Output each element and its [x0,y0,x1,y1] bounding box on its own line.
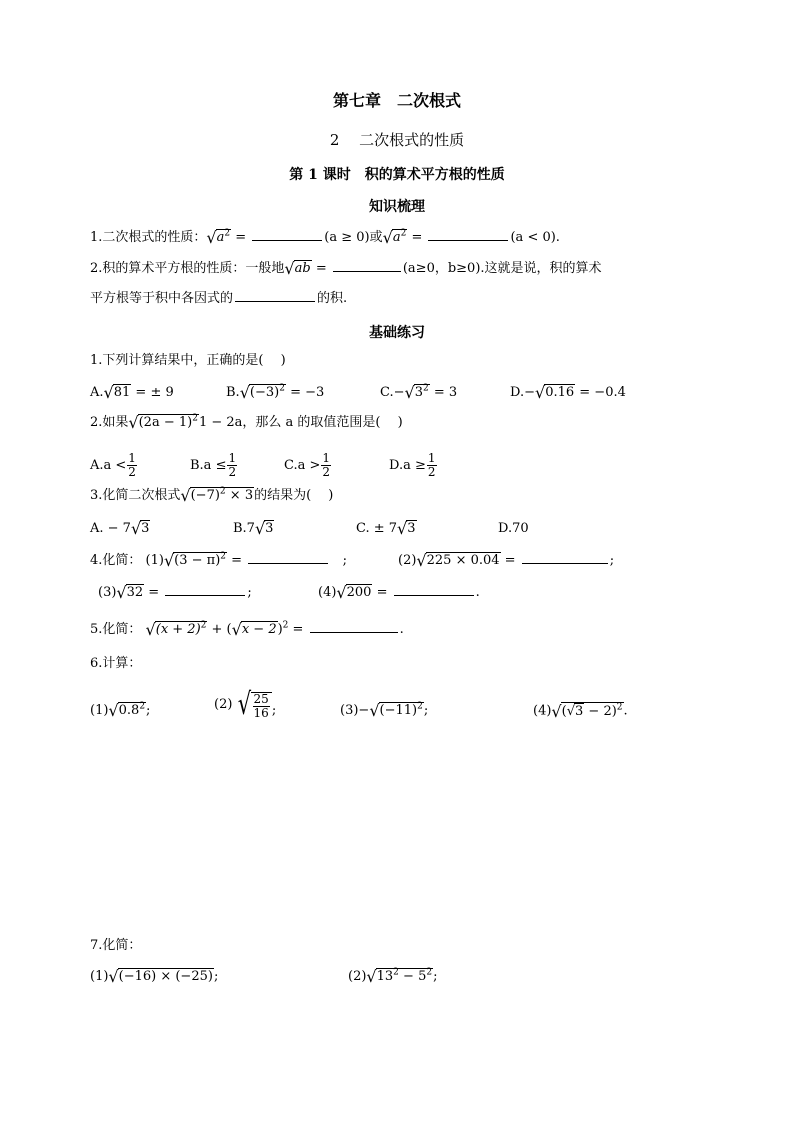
knowledge-2-lead: 2.积的算术平方根的性质：一般地 [90,261,285,276]
q7-part-1: (1) √ (−16) × (−25) ; [90,967,219,986]
q2-sqrt: √ $(2a - 1)^2$ [128,413,198,432]
q7-p1-sqrt: √ (−16) × (−25) [108,967,213,986]
q1-a-sqrt: √ 81 [103,383,131,402]
practice-heading: 基础练习 [369,325,425,341]
knowledge-2-tail: (a≥0，b≥0).这就是说，积的算术 [402,261,602,276]
knowledge-2-line2a: 平方根等于积中各因式的 [90,291,234,306]
q7-part-2: (2) √ $13^2 - 5^2$ ; [348,967,438,986]
q1-d-eq: = −0.4 [575,385,626,400]
q6-p3-sqrt: √ $(-11)^2$ [369,701,423,720]
q1-b-label: B. [226,385,240,400]
sqrt-3: √ 3 [397,519,416,538]
answer-blank-q4-1[interactable] [248,551,328,564]
q4-p4-label: (4) [318,585,337,600]
q2-stem [90,414,403,432]
knowledge-heading: 知识梳理 [369,199,425,215]
answer-blank-q4-3[interactable] [165,583,245,596]
q3-a-label: A. − 7 [90,521,131,536]
fraction-25-16: $\frac{25}{16}$ [253,692,269,720]
q6-p3-label: (3)− [340,703,370,718]
q6-stem: 6.计算： [90,656,142,671]
q3-c-label: C. ± 7 [356,521,398,536]
q7-p2-label: (2) [348,969,367,984]
q5-stem: 5.化简： [90,622,142,637]
q1-d-sqrt: √ 0.16 [534,383,575,402]
q1-option-d[interactable] [510,384,626,402]
q2-a-label: A.a < [90,458,127,473]
chapter-title: 第七章 二次根式 [332,91,461,110]
q4-p3-sqrt: √ 32 [116,583,144,602]
fraction-half: $\frac{1}{2}$ [228,451,237,479]
q7-p2-sqrt: √ $13^2 - 5^2$ [366,967,433,986]
q1-a-label: A. [90,385,104,400]
answer-blank-1[interactable] [252,228,322,241]
q4-p1-label: (1) [145,553,164,568]
answer-blank-2[interactable] [428,228,508,241]
knowledge-item-2-line2 [90,289,347,308]
q4-p3-label: (3) [98,585,117,600]
fraction-half: $\frac{1}{2}$ [322,451,331,479]
q7-stem: 7.化简： [90,938,142,953]
q5-sqrt-2: √ x − 2 [231,620,277,639]
knowledge-item-1: 1.二次根式的性质： √ $a^2$ = (a ≥ 0)或 √ $a^2$ = (a < 0). [90,228,560,247]
q6-part-4: (4) √ ( √ 3 − 2)$^2$ . [533,702,628,721]
section-title: 2 二次根式的性质 [329,131,465,149]
q6-p1-label: (1) [90,703,109,718]
q3-option-b[interactable] [233,520,274,538]
fraction-half: $\frac{1}{2}$ [427,451,436,479]
answer-blank-4[interactable] [235,289,315,302]
q2-d-label: D.a ≥ [389,458,426,473]
q1-c-label: C.− [380,385,405,400]
q5: 5.化简： √ $(x + 2)^2$ + ( √ x − 2 )$^2$ = . [90,620,404,639]
q4-part-4: (4) √ 200 = . [318,583,480,602]
sqrt-ab: √ ab [284,259,311,278]
q2-option-a[interactable] [90,452,138,479]
q2-option-c[interactable] [284,452,332,479]
q3-stem-a: 3.化简二次根式 [90,488,181,503]
lesson-title: 第 1 课时 积的算术平方根的性质 [289,167,505,183]
knowledge-2-line2b: 的积. [317,291,348,306]
q4-p2-label: (2) [398,553,417,568]
q1-c-sqrt: √ $3^2$ [404,383,429,402]
q1-option-a[interactable] [90,384,174,402]
q6-p2-label: (2) [214,697,233,712]
q1-b-sqrt: √ $(-3)^2$ [239,383,285,402]
sqrt-3: √ 3 [254,519,274,538]
q1-option-b[interactable] [226,384,324,402]
q4-p2-sqrt: √ 225 × 0.04 [416,551,500,570]
q5-sqrt-1: √ $(x + 2)^2$ [145,620,207,639]
q4-p4-sqrt: √ 200 [336,583,372,602]
sqrt-3: √ 3 [130,519,150,538]
q2-stem-a: 2.如果 [90,415,129,430]
q4-stem: 4.化简： [90,553,142,568]
q2-stem-b: 1 − 2a，那么 a 的取值范围是( ) [198,415,403,430]
q6-part-2: (2) √ $\frac{25}{16}$ ; [214,687,277,722]
q3-option-c[interactable] [356,520,417,538]
sqrt-a-squared-2: √ $a^2$ [382,228,407,247]
q2-option-b[interactable] [190,452,238,479]
q2-c-label: C.a > [284,458,321,473]
q6-p4-label: (4) [533,703,552,719]
knowledge-1-cond2: (a < 0). [510,230,560,245]
q1-c-eq: = 3 [429,385,458,400]
q2-b-label: B.a ≤ [190,458,227,473]
q3-stem-b: 的结果为( ) [254,488,334,503]
fraction-half: $\frac{1}{2}$ [128,451,136,479]
q3-option-d[interactable]: D.70 [498,521,529,536]
q3-sqrt: √ $(-7)^2 \times 3$ [180,486,254,505]
knowledge-1-cond1: (a ≥ 0)或 [324,230,383,245]
q4-p1-sqrt: √ $(3 - \pi)^2$ [163,551,227,570]
q1-b-eq: = −3 [285,385,325,400]
q1-a-eq: = ± 9 [131,385,174,400]
answer-blank-q5[interactable] [310,620,398,633]
knowledge-item-2: 2.积的算术平方根的性质：一般地 √ ab = (a≥0，b≥0).这就是说，积的算术 [90,259,602,278]
answer-blank-q4-4[interactable] [394,583,474,596]
q6-p1-sqrt: √ $0.8^2$ [108,701,146,720]
q2-option-d[interactable] [389,452,438,479]
q6-p4-inner-sqrt: √ 3 [566,704,584,719]
knowledge-1-lead: 1.二次根式的性质： [90,230,207,245]
q1-stem: 1.下列计算结果中，正确的是( ) [90,353,286,368]
sqrt-a-squared: √ $a^2$ [206,228,231,247]
q1-option-c[interactable] [380,384,457,402]
q6-part-3: (3)− √ $(-11)^2$ ; [340,701,429,720]
q3-option-a[interactable] [90,520,150,538]
q6-part-1: (1) √ $0.8^2$ ; [90,701,151,720]
q4-part-1: 4.化简： (1) √ $(3 - \pi)^2$ = ; [90,551,347,570]
q3-stem [90,487,333,505]
q6-p2-sqrt: √ $\frac{25}{16}$ [232,690,271,720]
q7-p1-label: (1) [90,969,109,984]
q6-p4-sqrt: √ ( √ 3 − 2)$^2$ [551,702,623,721]
q1-d-label: D.− [510,385,535,400]
answer-blank-3[interactable] [333,259,401,272]
answer-blank-q4-2[interactable] [522,551,608,564]
q4-part-2: (2) √ 225 × 0.04 = ; [398,551,615,570]
q3-b-label: B.7 [233,521,255,536]
q4-part-3: (3) √ 32 = ; [98,583,252,602]
